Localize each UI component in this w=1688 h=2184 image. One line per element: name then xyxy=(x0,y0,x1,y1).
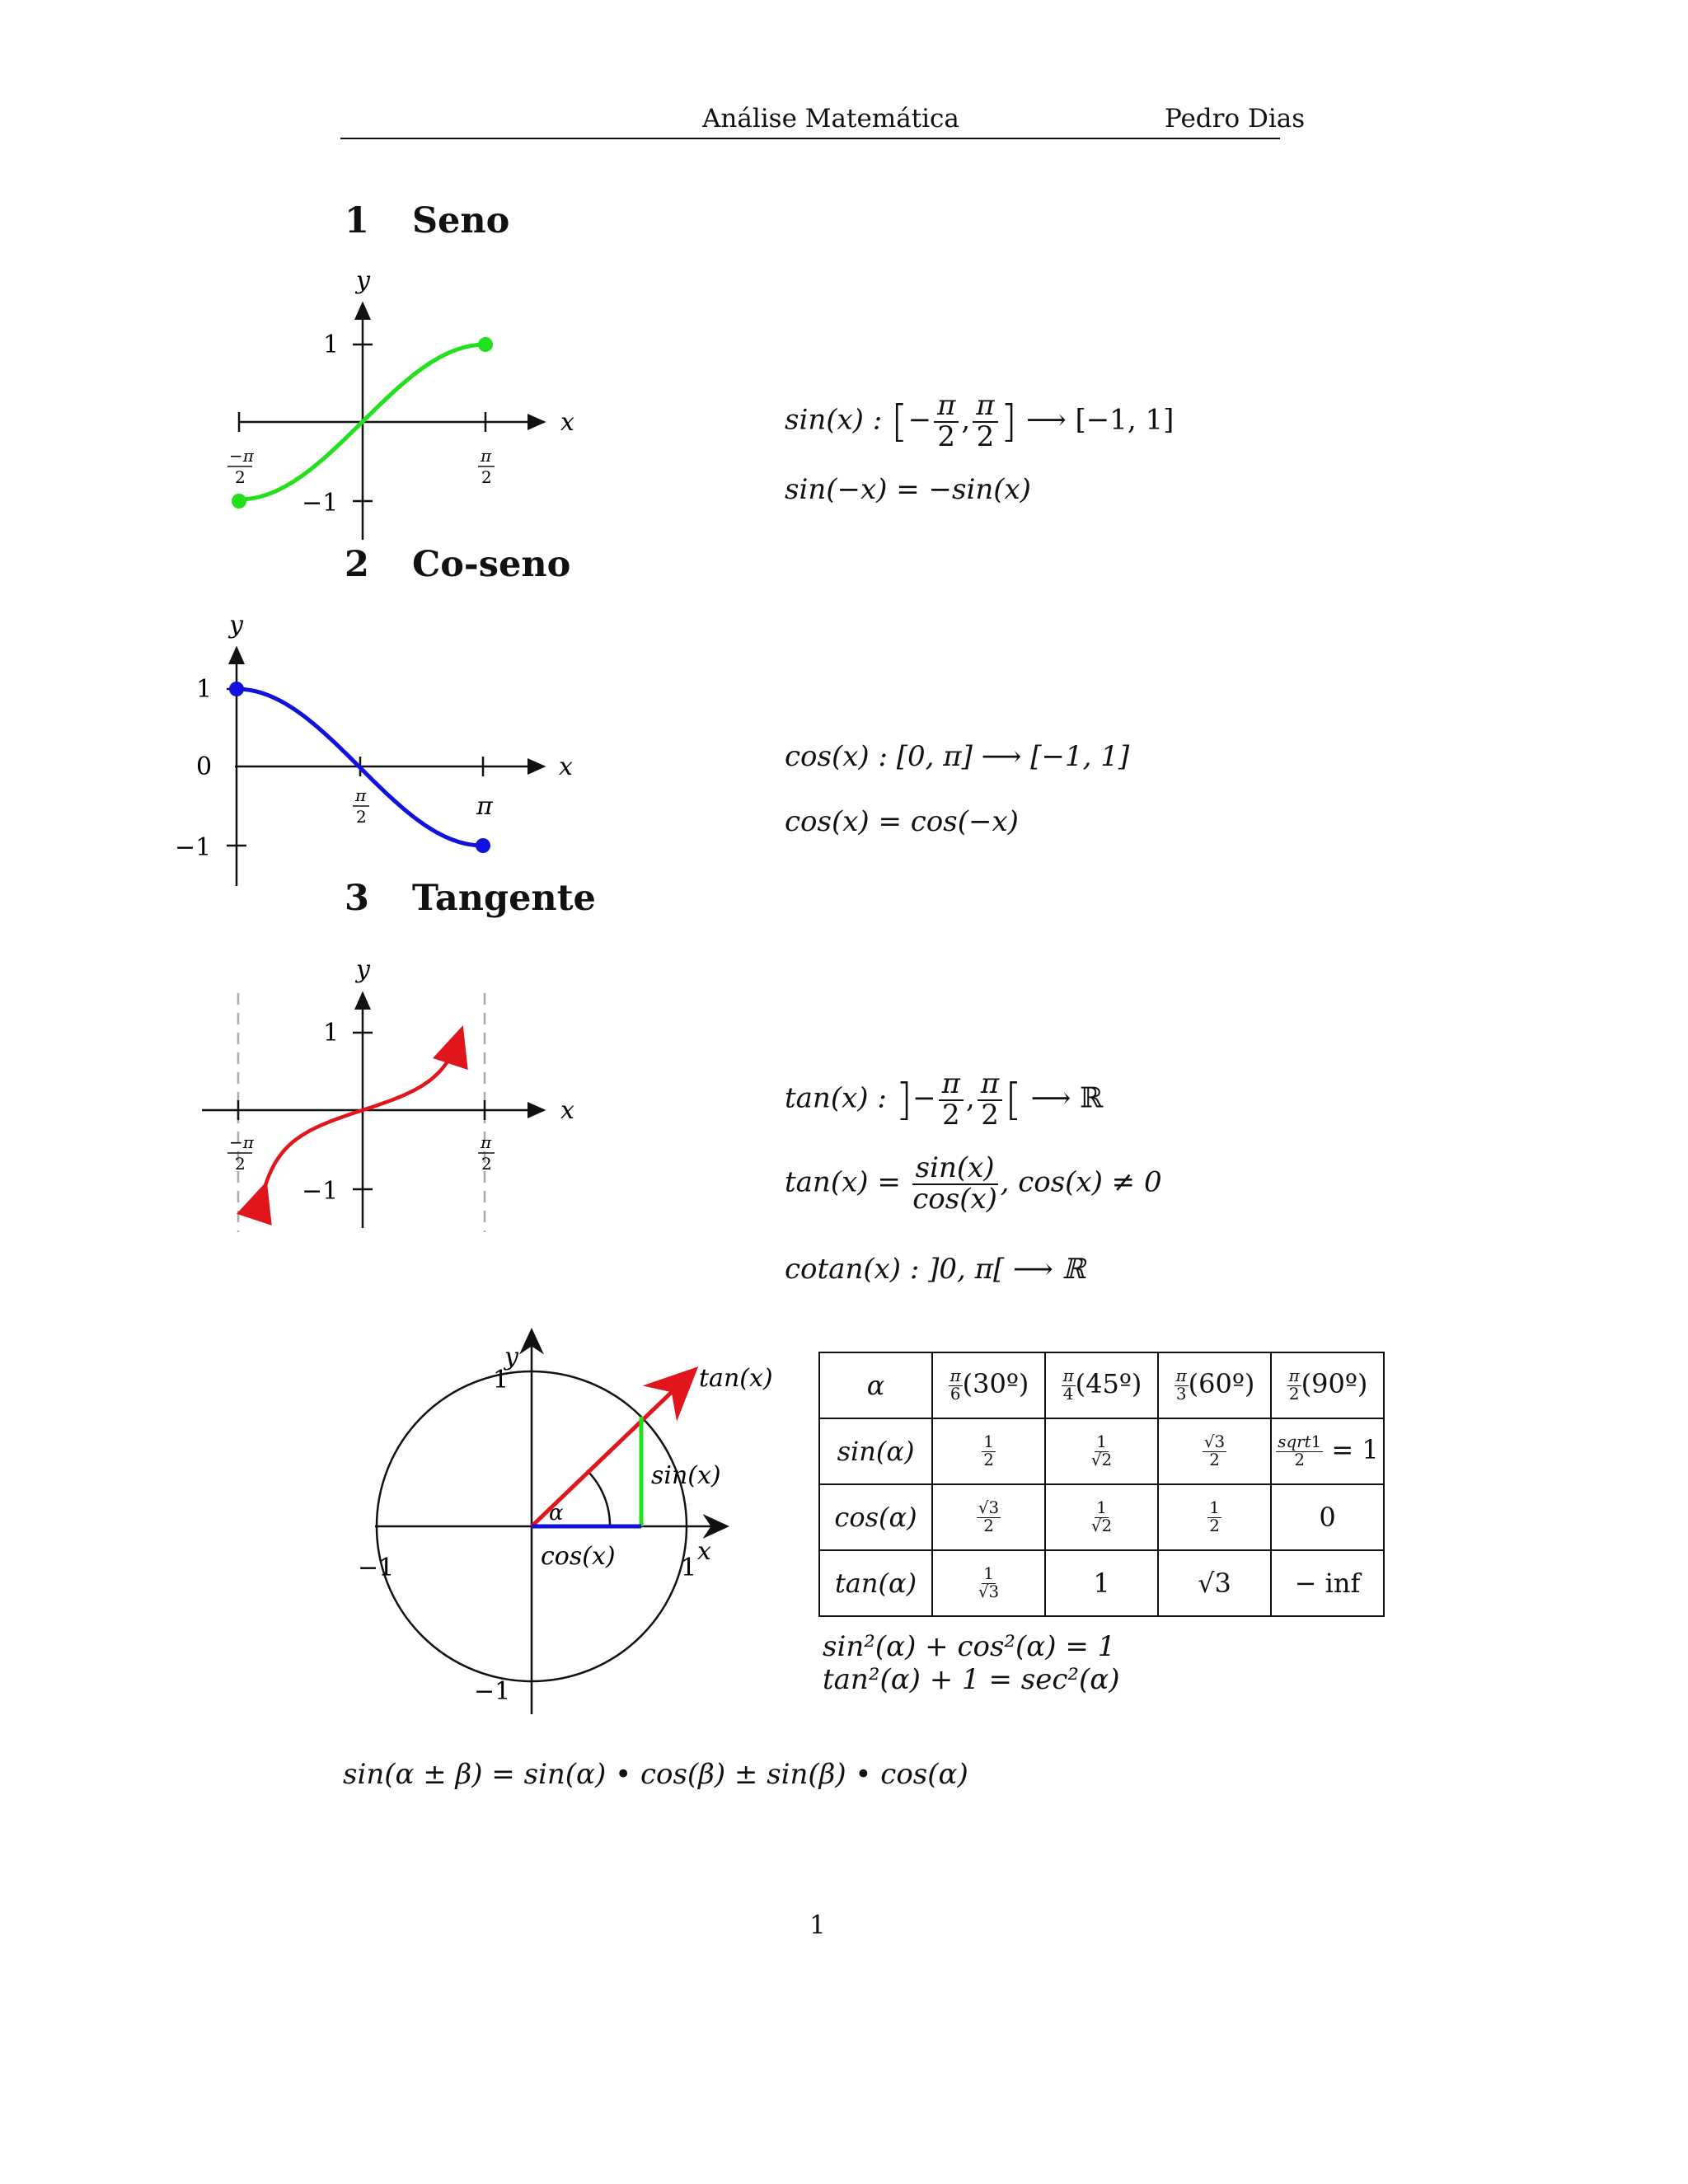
tangent-y-tick-minus-1: −1 xyxy=(302,1177,339,1206)
formula-sin-odd: sin(−x) = −sin(x) xyxy=(785,473,1031,506)
svg-text:2: 2 xyxy=(481,1154,492,1174)
sine-y-tick-minus-1: −1 xyxy=(302,489,339,518)
angle-arc xyxy=(587,1470,610,1526)
table-row-tan xyxy=(819,1550,1384,1616)
svg-text:π: π xyxy=(481,446,492,466)
cosine-y-label: y xyxy=(229,611,243,640)
formula-cotan-domain: cotan(x) : ]0, π[ ⟶ ℝ xyxy=(785,1253,1085,1286)
table-header-row xyxy=(819,1352,1384,1418)
sine-plot xyxy=(206,255,602,552)
tangent-x-tick-minus-pi-2 xyxy=(227,1132,255,1174)
uc-sin-label: sin(x) xyxy=(651,1461,721,1490)
tangent-y-label: y xyxy=(356,955,370,984)
section-title-cosine: 2 Co-seno xyxy=(345,544,571,585)
table-cell: 1 xyxy=(1045,1550,1158,1616)
table-row-label: cos(α) xyxy=(819,1484,932,1550)
svg-text:2: 2 xyxy=(235,467,246,487)
header-title: Análise Matemática xyxy=(702,104,959,134)
cosine-plot xyxy=(165,602,602,898)
table-row-sin xyxy=(819,1418,1384,1484)
sine-y-label: y xyxy=(356,266,370,295)
formula-pythagorean-2: tan²(α) + 1 = sec²(α) xyxy=(823,1663,1120,1696)
sine-x-label: x xyxy=(560,408,574,437)
table-row-label: tan(α) xyxy=(819,1550,932,1616)
svg-text:π: π xyxy=(355,785,367,805)
sine-endpoint-left xyxy=(232,494,246,509)
table-cell: $\frac{1}{√2}$ xyxy=(1045,1418,1158,1484)
svg-text:2: 2 xyxy=(356,807,367,827)
formula-cos-domain: cos(x) : [0, π] ⟶ [−1, 1] xyxy=(785,740,1130,773)
table-cell: $\frac{1}{2}$ xyxy=(1158,1484,1271,1550)
table-header-alpha: α xyxy=(819,1352,932,1418)
svg-text:π: π xyxy=(481,1132,492,1152)
uc-tan-label: tan(x) xyxy=(699,1364,773,1393)
uc-y-label: y xyxy=(504,1343,518,1371)
table-cell: $\frac{√3}{2}$ xyxy=(932,1484,1045,1550)
cosine-endpoint-left xyxy=(229,682,244,696)
formula-sum-identity: sin(α ± β) = sin(α) • cos(β) ± sin(β) • cos(α) xyxy=(343,1758,968,1791)
table-row-label: sin(α) xyxy=(819,1418,932,1484)
cosine-endpoint-right xyxy=(476,838,490,853)
header-rule xyxy=(340,138,1280,139)
sine-endpoint-right xyxy=(478,337,493,352)
uc-x-label: x xyxy=(697,1537,711,1566)
cosine-x-tick-pi-2 xyxy=(353,785,369,827)
formula-cos-even: cos(x) = cos(−x) xyxy=(785,805,1019,838)
uc-cos-label: cos(x) xyxy=(541,1542,616,1571)
table-header-90: $\frac{\pi}{2}$ (90º) xyxy=(1271,1352,1384,1418)
formula-sin-domain: sin(x) : [− $\frac{\pi}{2}$ , $\frac{\pi}{2}$ ] ⟶ [−1, 1] xyxy=(785,389,1175,453)
table-cell: − inf xyxy=(1271,1550,1384,1616)
section-title-tangent: 3 Tangente xyxy=(345,878,596,919)
table-cell: $\frac{1}{√3}$ xyxy=(932,1550,1045,1616)
page-number: 1 xyxy=(809,1910,826,1940)
trig-values-table xyxy=(818,1352,1385,1617)
table-cell: $\frac{1}{2}$ xyxy=(932,1418,1045,1484)
cosine-x-tick-pi: π xyxy=(476,792,493,821)
tangent-x-tick-pi-2 xyxy=(478,1132,495,1174)
table-header-30: $\frac{\pi}{6}$ (30º) xyxy=(932,1352,1045,1418)
table-cell: $\frac{√3}{2}$ xyxy=(1158,1418,1271,1484)
sine-x-tick-minus-pi-2 xyxy=(227,446,255,487)
table-cell: √3 xyxy=(1158,1550,1271,1616)
table-cell: $\frac{1}{√2}$ xyxy=(1045,1484,1158,1550)
cosine-y-tick-0: 0 xyxy=(196,752,213,781)
sine-x-tick-pi-2 xyxy=(478,446,495,487)
section-title-sine: 1 Seno xyxy=(345,200,510,241)
tangent-plot xyxy=(190,948,602,1244)
unit-circle-diagram xyxy=(346,1319,791,1731)
cosine-y-tick-1: 1 xyxy=(196,675,213,704)
table-header-60: $\frac{\pi}{3}$ (60º) xyxy=(1158,1352,1271,1418)
formula-tan-domain: tan(x) : ]− $\frac{\pi}{2}$ , $\frac{\pi}{2}$ [ ⟶ ℝ xyxy=(785,1067,1104,1132)
table-row-cos xyxy=(819,1484,1384,1550)
tangent-x-label: x xyxy=(560,1096,574,1125)
svg-text:2: 2 xyxy=(481,467,492,487)
uc-tick-top: 1 xyxy=(493,1366,509,1394)
svg-text:−π: −π xyxy=(229,1132,254,1152)
table-cell: 0 xyxy=(1271,1484,1384,1550)
uc-tick-bottom: −1 xyxy=(474,1677,511,1706)
uc-tick-right: 1 xyxy=(681,1554,697,1582)
cosine-y-tick-minus-1: −1 xyxy=(175,833,212,862)
svg-text:−π: −π xyxy=(229,446,254,466)
svg-text:2: 2 xyxy=(235,1154,246,1174)
header-author: Pedro Dias xyxy=(1165,104,1306,134)
uc-tick-left: −1 xyxy=(358,1554,395,1582)
tangent-y-tick-1: 1 xyxy=(323,1019,340,1047)
formula-tan-definition: tan(x) = $\frac{\sin(x)}{\cos(x)}$ , cos(x) ≠ 0 xyxy=(785,1151,1162,1216)
uc-alpha-label: α xyxy=(549,1501,564,1526)
formula-pythagorean-1: sin²(α) + cos²(α) = 1 xyxy=(823,1630,1116,1663)
sine-y-tick-1: 1 xyxy=(323,330,340,359)
table-cell: sqrt1 2 = 1 xyxy=(1271,1418,1384,1484)
table-header-45: $\frac{\pi}{4}$ (45º) xyxy=(1045,1352,1158,1418)
cosine-x-label: x xyxy=(559,752,573,781)
